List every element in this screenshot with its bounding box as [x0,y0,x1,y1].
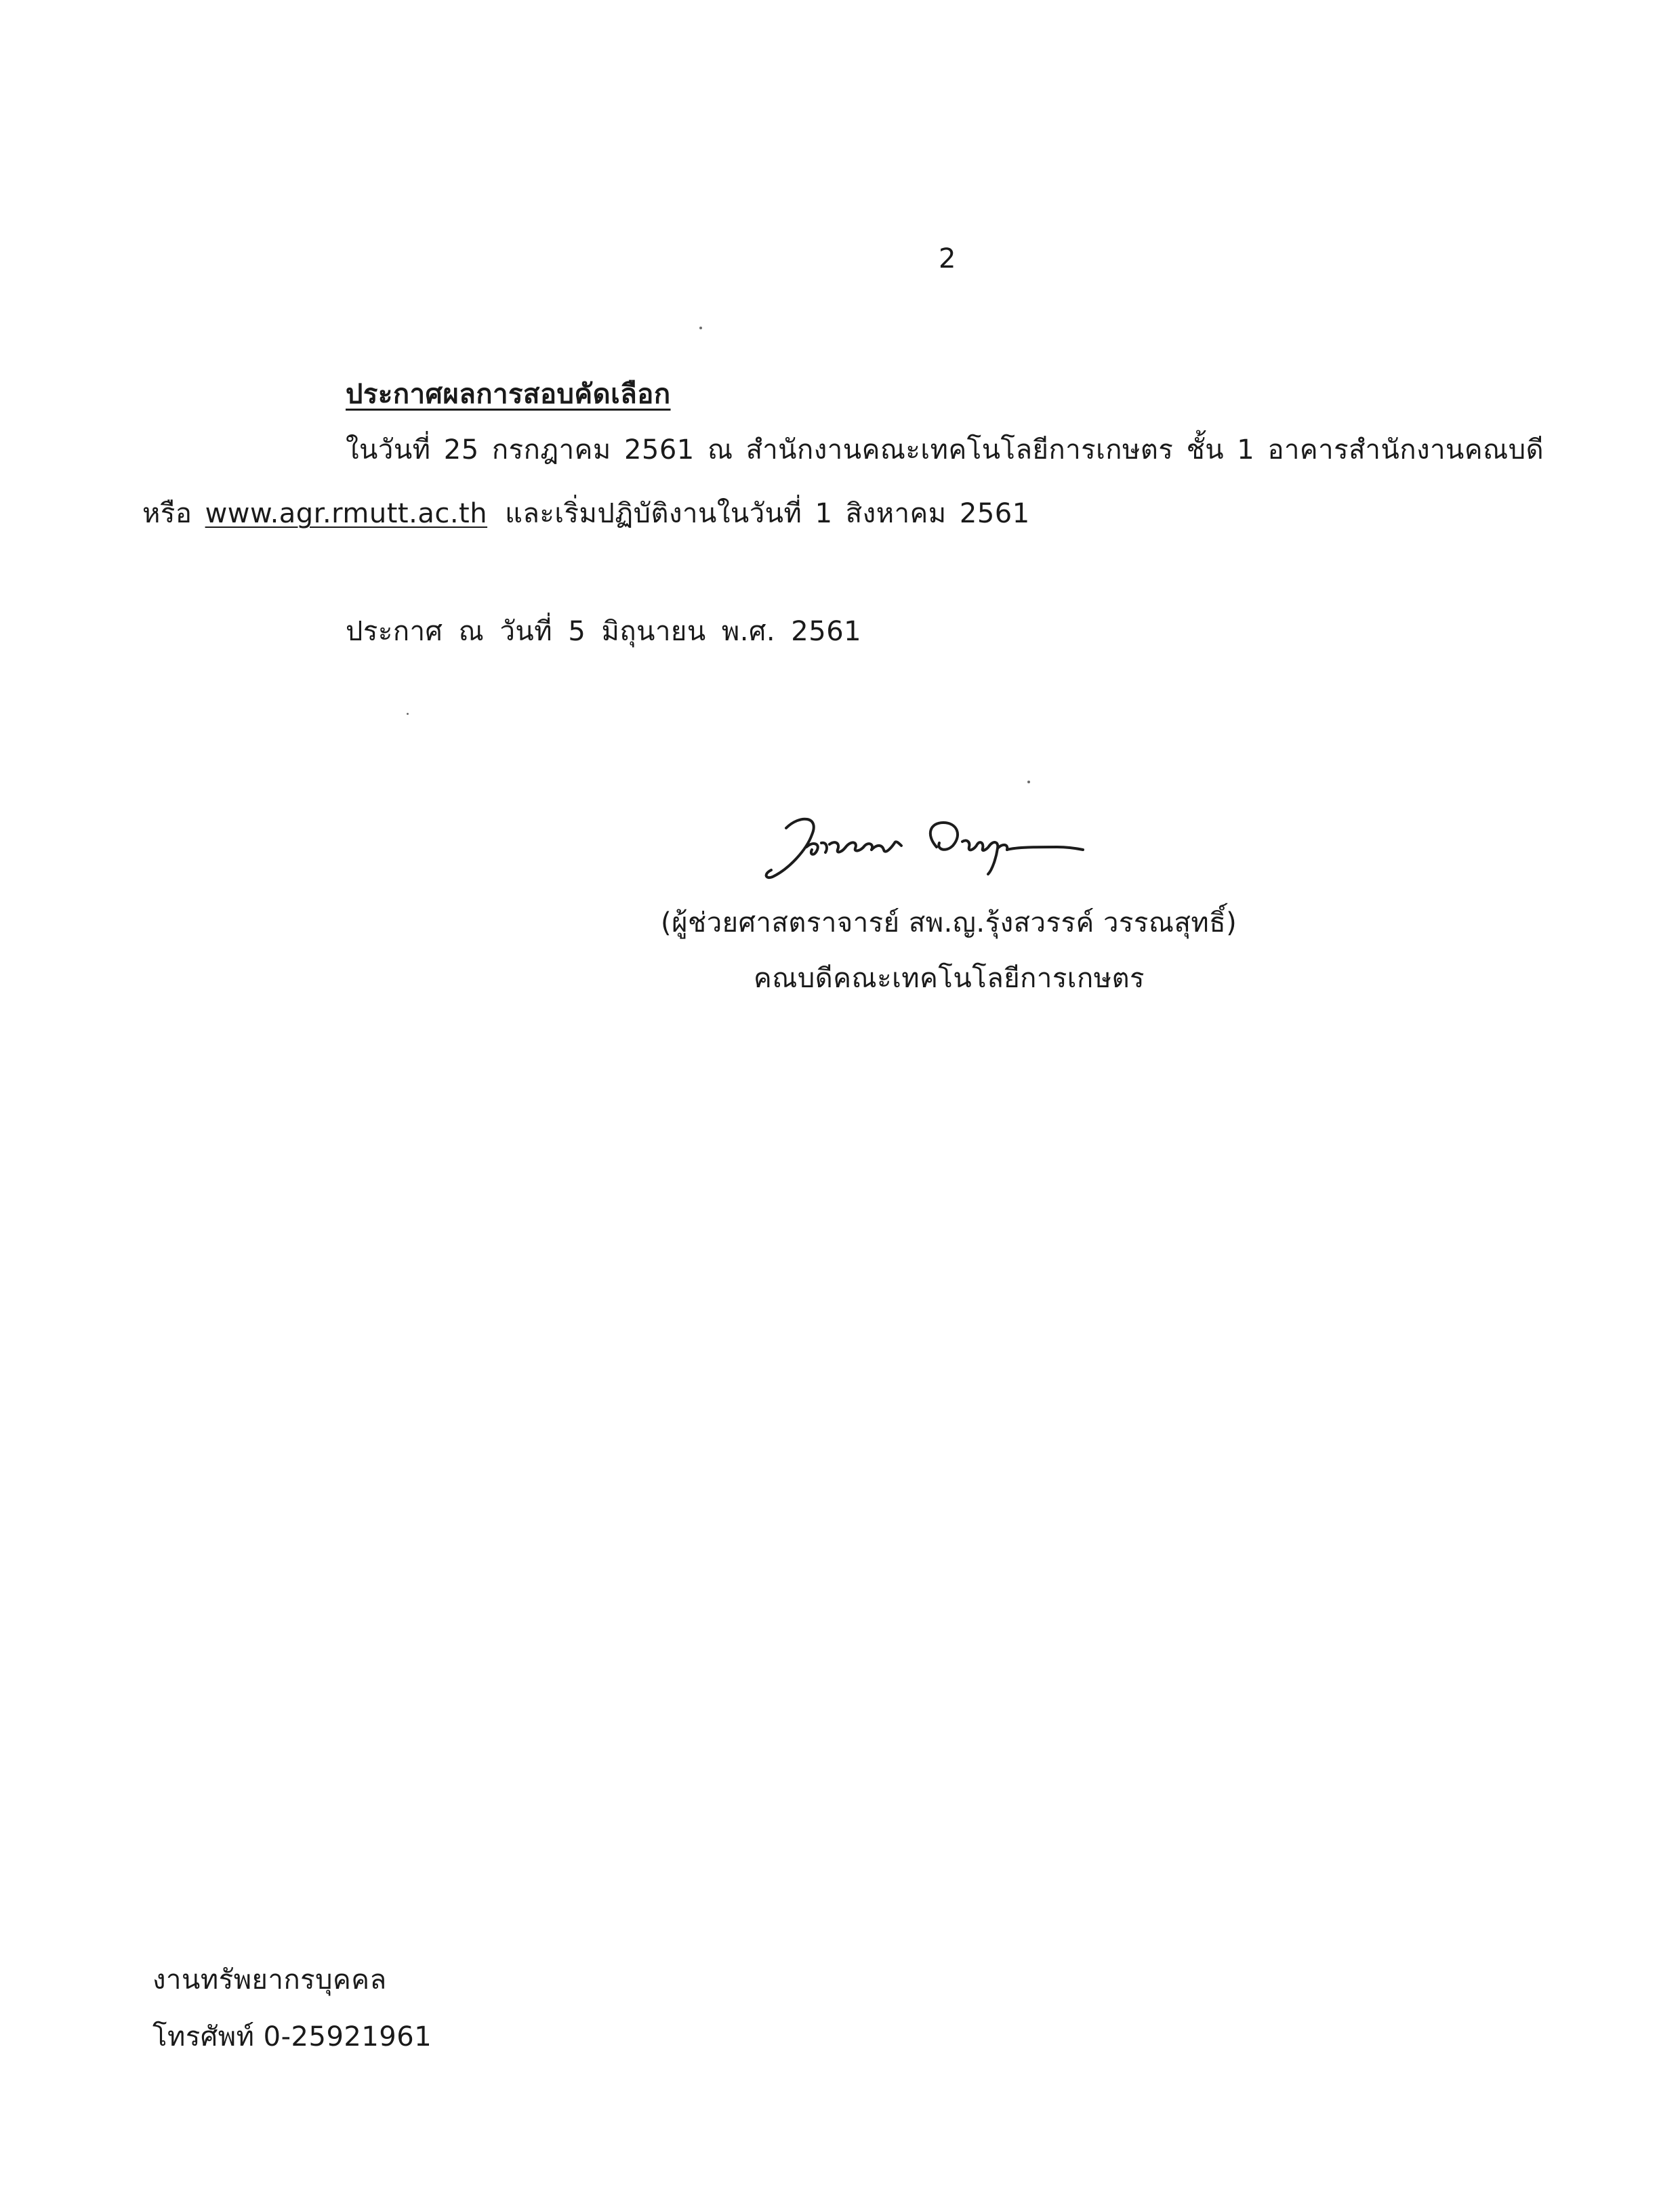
scan-speck [699,327,702,329]
scan-speck [407,713,409,715]
announcement-date: ประกาศ ณ วันที่ 5 มิถุนายน พ.ศ. 2561 [346,616,862,647]
line-2-suffix: และเริ่มปฏิบัติงานในวันที่ 1 สิงหาคม 2561 [505,498,1030,529]
page-number: 2 [939,243,956,274]
footer-phone: โทรศัพท์ 0-25921961 [152,2021,432,2052]
announcement-line-2 [142,496,1030,531]
signer-position: คณบดีคณะเทคโนโลยีการเกษตร [754,963,1145,994]
announcement-line-1: ในวันที่ 25 กรกฎาคม 2561 ณ สำนักงานคณะเทคโนโลยีการเกษตร ชั้น 1 อาคารสำนักงานคณบดี [346,434,1544,466]
signer-name: (ผู้ช่วยศาสตราจารย์ สพ.ญ.รุ้งสวรรค์ วรรณสุทธิ์) [661,907,1237,938]
handwritten-signature-icon [759,808,1091,889]
website-link[interactable]: www.agr.rmutt.ac.th [205,498,488,529]
announcement-heading: ประกาศผลการสอบคัดเลือก [346,379,671,410]
scan-speck [1027,781,1030,783]
line-2-prefix: หรือ [142,498,205,529]
footer-unit: งานทรัพยากรบุคคล [152,1964,387,1996]
